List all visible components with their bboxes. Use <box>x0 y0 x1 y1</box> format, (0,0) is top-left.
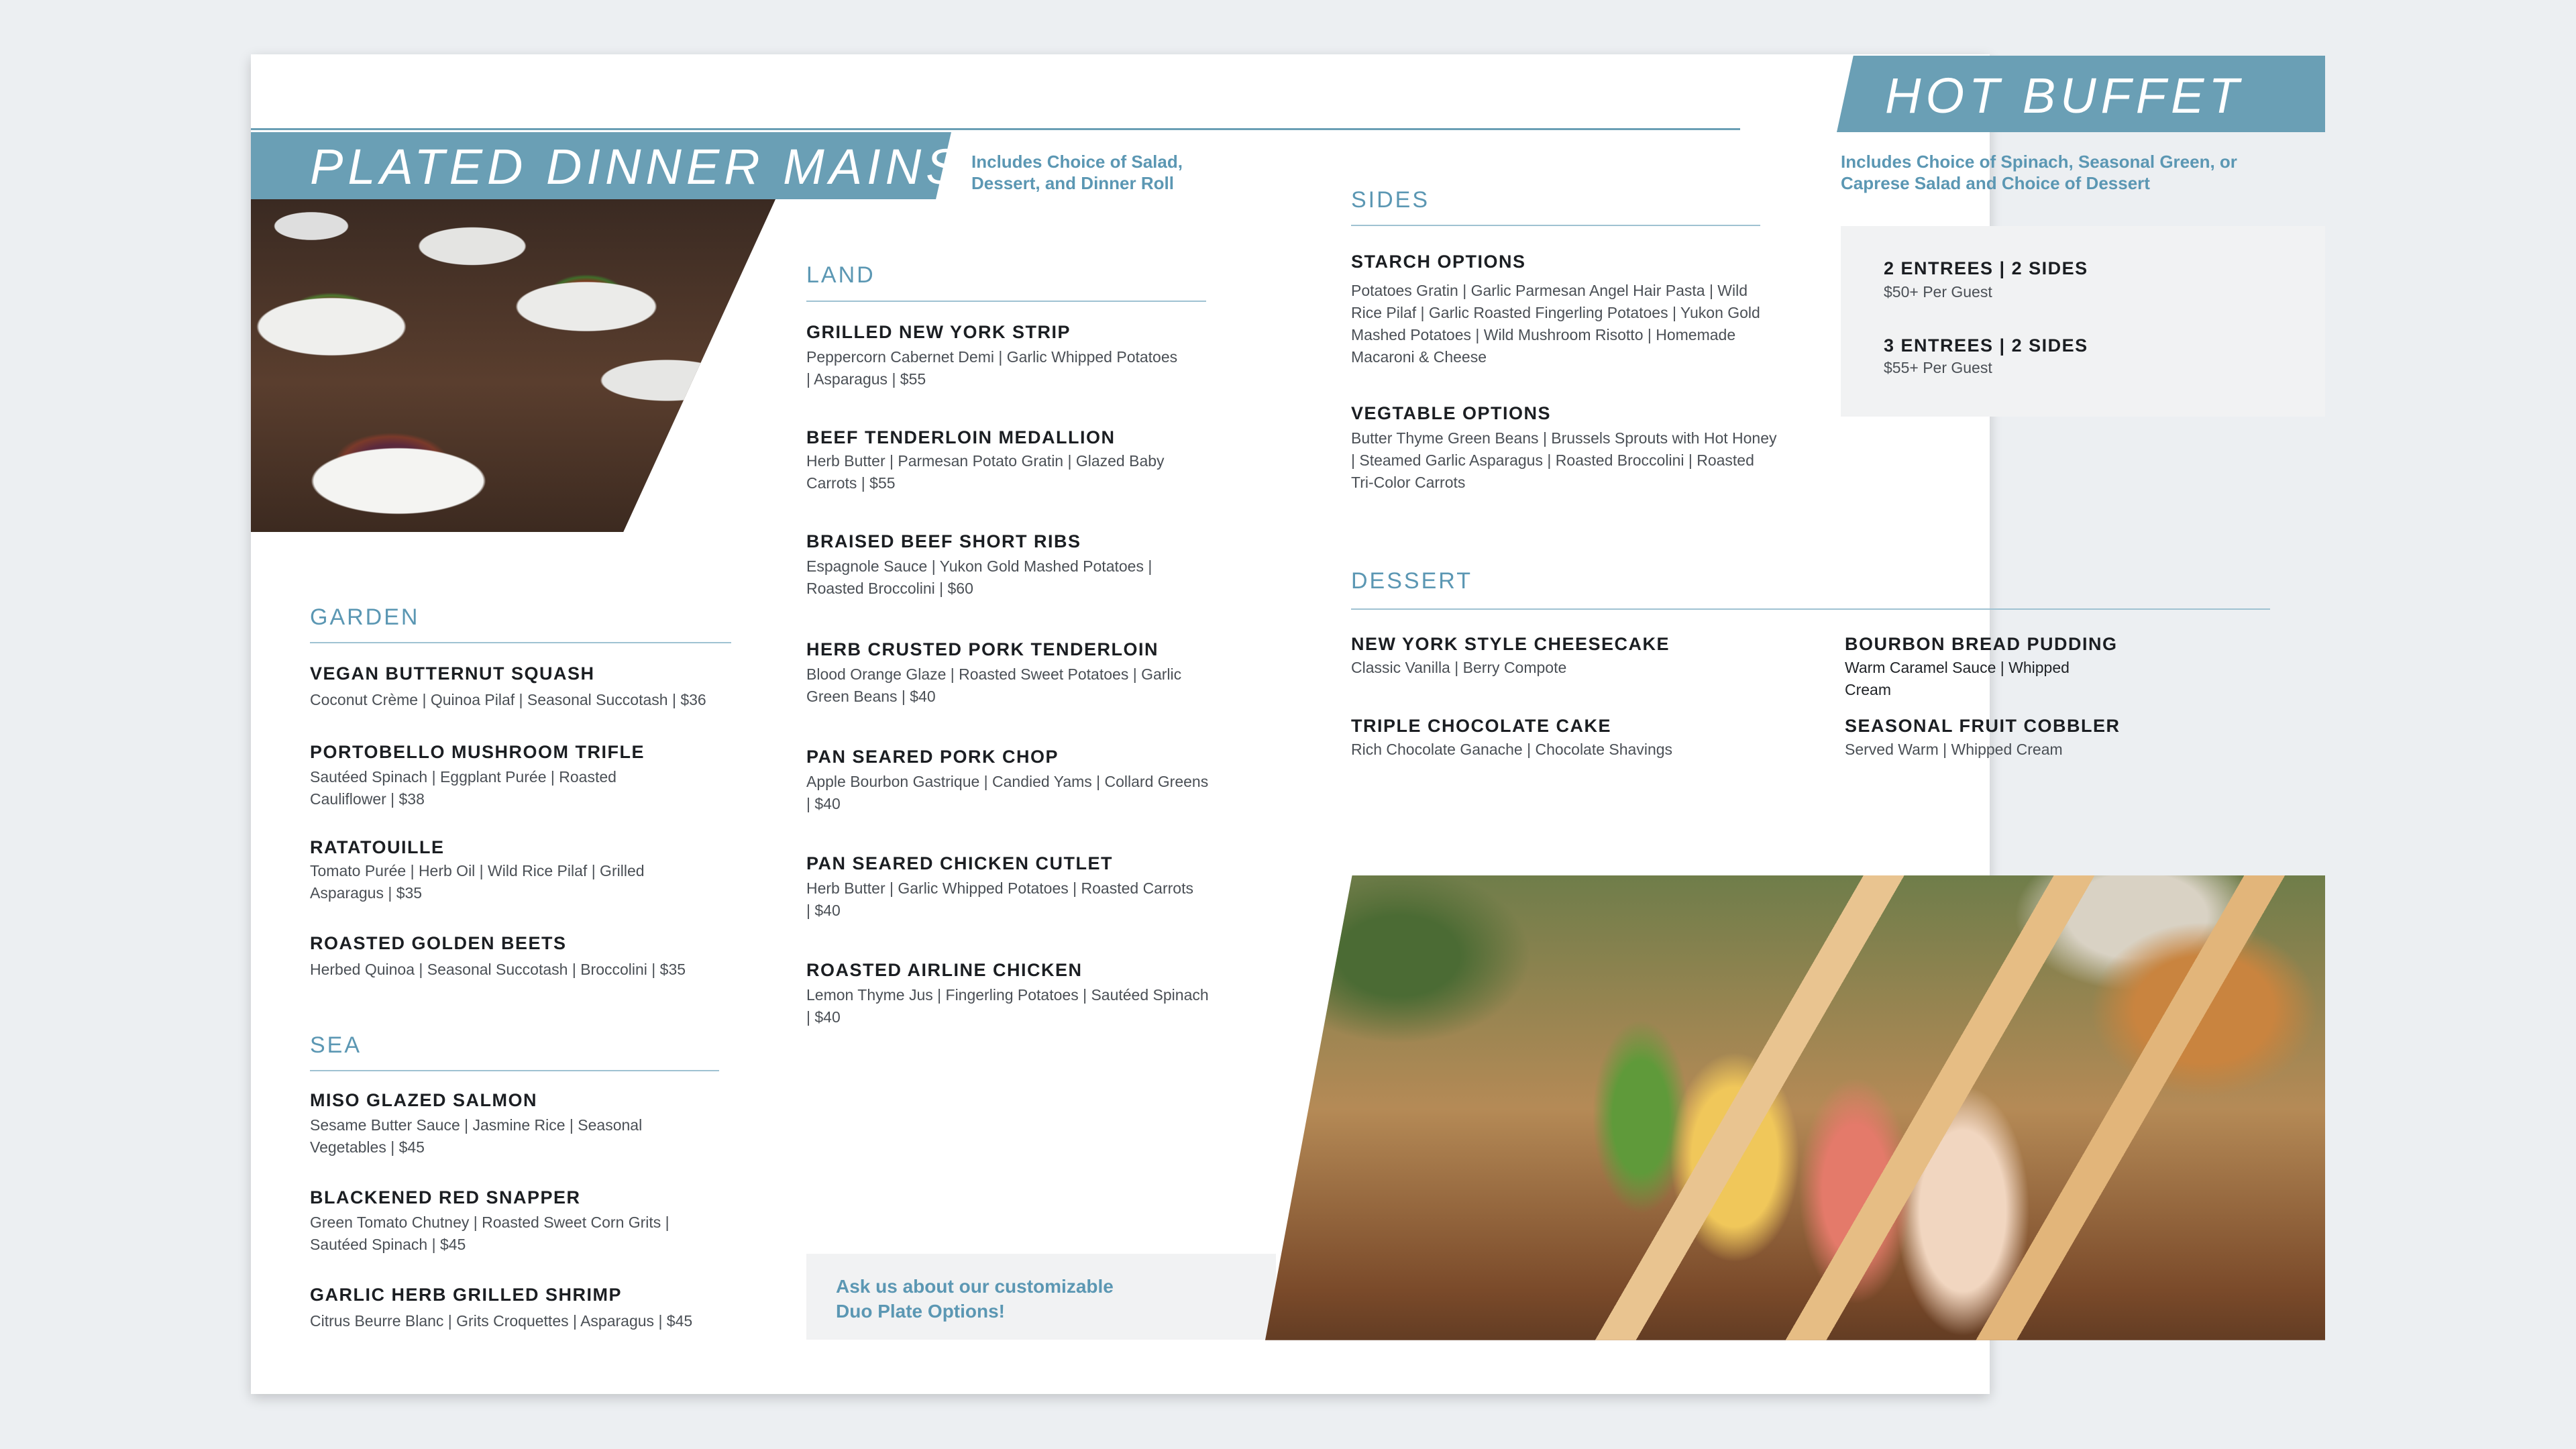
item-name: SEASONAL FRUIT COBBLER <box>1845 716 2121 736</box>
buffet-note: Includes Choice of Spinach, Seasonal Green, or Caprese Salad and Choice of Dessert <box>1841 152 2237 193</box>
item-desc: Lemon Thyme Jus | Fingerling Potatoes | Sautéed Spinach | $40 <box>806 986 1209 1026</box>
item-desc: Classic Vanilla | Berry Compote <box>1351 659 1567 676</box>
buffet-title: HOT BUFFET <box>1885 68 2244 123</box>
land-heading: LAND <box>806 262 875 288</box>
top-rule <box>251 128 1740 130</box>
item-desc: Served Warm | Whipped Cream <box>1845 741 2063 758</box>
item-desc: Rich Chocolate Ganache | Chocolate Shavings <box>1351 741 1673 758</box>
menu-item <box>806 852 1195 922</box>
menu-item <box>806 959 1209 1028</box>
item-name: PAN SEARED CHICKEN CUTLET <box>806 853 1114 873</box>
package-price: $50+ Per Guest <box>1884 283 1992 301</box>
menu-item <box>806 638 1195 708</box>
menu-item <box>310 741 659 810</box>
item-name: VEGTABLE OPTIONS <box>1351 403 1552 423</box>
sides-heading: SIDES <box>1351 187 1430 213</box>
menu-item <box>1845 633 2118 701</box>
plated-note: Includes Choice of Salad, Dessert, and Dinner Roll <box>971 152 1183 193</box>
item-desc: Herbed Quinoa | Seasonal Succotash | Broccolini | $35 <box>310 961 686 978</box>
menu-item <box>310 1283 739 1332</box>
menu-item <box>1351 250 1780 368</box>
menu-item <box>310 1186 712 1256</box>
item-desc: Espagnole Sauce | Yukon Gold Mashed Potatoes | Roasted Broccolini | $60 <box>806 557 1152 597</box>
package-box <box>1841 226 2325 417</box>
dessert-heading: DESSERT <box>1351 568 1472 594</box>
item-name: BOURBON BREAD PUDDING <box>1845 634 2118 654</box>
item-name: MISO GLAZED SALMON <box>310 1090 537 1110</box>
item-name: ROASTED GOLDEN BEETS <box>310 933 567 953</box>
land-divider <box>806 301 1206 302</box>
garden-divider <box>310 642 731 643</box>
item-desc: Green Tomato Chutney | Roasted Sweet Corn Grits | Sautéed Spinach | $45 <box>310 1214 669 1253</box>
item-name: GRILLED NEW YORK STRIP <box>806 322 1071 342</box>
duo-plate-note: Ask us about our customizable Duo Plate Options! <box>836 1276 1114 1322</box>
item-name: BRAISED BEEF SHORT RIBS <box>806 531 1081 551</box>
item-name: ROASTED AIRLINE CHICKEN <box>806 960 1083 980</box>
sides-divider <box>1351 225 1760 226</box>
dessert-divider <box>1351 608 2270 610</box>
item-name: NEW YORK STYLE CHEESECAKE <box>1351 634 1670 654</box>
menu-item <box>1351 402 1780 494</box>
menu-item <box>1351 633 1670 679</box>
item-name: GARLIC HERB GRILLED SHRIMP <box>310 1285 623 1305</box>
menu-item <box>806 530 1209 600</box>
item-name: TRIPLE CHOCOLATE CAKE <box>1351 716 1611 736</box>
menu-item <box>310 662 753 711</box>
package-name: 2 ENTREES | 2 SIDES <box>1884 258 2088 278</box>
item-desc: Blood Orange Glaze | Roasted Sweet Potatoes | Garlic Green Beans | $40 <box>806 665 1182 705</box>
package-price: $55+ Per Guest <box>1884 359 1992 376</box>
sea-divider <box>310 1070 719 1071</box>
item-desc: Sesame Butter Sauce | Jasmine Rice | Seasonal Vegetables | $45 <box>310 1116 643 1156</box>
menu-item <box>310 1089 699 1159</box>
package-item <box>1884 257 2088 303</box>
item-desc: Sautéed Spinach | Eggplant Purée | Roasted Cauliflower | $38 <box>310 768 616 808</box>
item-name: BLACKENED RED SNAPPER <box>310 1187 581 1208</box>
item-desc: Peppercorn Cabernet Demi | Garlic Whipped Potatoes | Asparagus | $55 <box>806 348 1178 388</box>
menu-item <box>806 745 1209 815</box>
item-desc: Apple Bourbon Gastrique | Candied Yams | Collard Greens | $40 <box>806 773 1209 812</box>
garden-heading: GARDEN <box>310 604 420 630</box>
item-name: PORTOBELLO MUSHROOM TRIFLE <box>310 742 645 762</box>
package-item <box>1884 334 2088 379</box>
item-name: STARCH OPTIONS <box>1351 252 1526 272</box>
item-name: PAN SEARED PORK CHOP <box>806 747 1059 767</box>
menu-item <box>806 321 1182 390</box>
item-name: HERB CRUSTED PORK TENDERLOIN <box>806 639 1159 659</box>
menu-page <box>251 54 2244 1394</box>
menu-item <box>1845 714 2121 761</box>
package-name: 3 ENTREES | 2 SIDES <box>1884 335 2088 356</box>
item-desc: Herb Butter | Garlic Whipped Potatoes | Roasted Carrots | $40 <box>806 879 1193 919</box>
menu-item <box>310 932 739 981</box>
item-desc: Citrus Beurre Blanc | Grits Croquettes | Asparagus | $45 <box>310 1312 693 1330</box>
menu-item <box>806 426 1209 494</box>
sandwich-photo <box>1265 875 2325 1395</box>
menu-item <box>310 836 699 904</box>
sea-heading: SEA <box>310 1032 362 1058</box>
menu-item <box>1351 714 1672 761</box>
item-desc: Potatoes Gratin | Garlic Parmesan Angel Hair Pasta | Wild Rice Pilaf | Garlic Roasted Fingerling Potatoes | Yukon Gold Mashed Potatoes | Wild Mushroom Risotto | Homemade Macaroni & Cheese <box>1351 282 1760 366</box>
item-desc: Herb Butter | Parmesan Potato Gratin | Glazed Baby Carrots | $55 <box>806 452 1165 492</box>
item-name: RATATOUILLE <box>310 837 445 857</box>
item-desc: Warm Caramel Sauce | Whipped Cream <box>1845 659 2070 698</box>
item-desc: Coconut Crème | Quinoa Pilaf | Seasonal Succotash | $36 <box>310 691 706 708</box>
plated-title: PLATED DINNER MAINS <box>310 139 964 195</box>
item-desc: Butter Thyme Green Beans | Brussels Sprouts with Hot Honey | Steamed Garlic Asparagus | Roasted Broccolini | Roasted Tri-Color Carrots <box>1351 429 1777 491</box>
item-desc: Tomato Purée | Herb Oil | Wild Rice Pilaf | Grilled Asparagus | $35 <box>310 862 645 902</box>
item-name: BEEF TENDERLOIN MEDALLION <box>806 427 1116 447</box>
item-name: VEGAN BUTTERNUT SQUASH <box>310 663 595 684</box>
plated-salad-photo <box>251 199 775 532</box>
